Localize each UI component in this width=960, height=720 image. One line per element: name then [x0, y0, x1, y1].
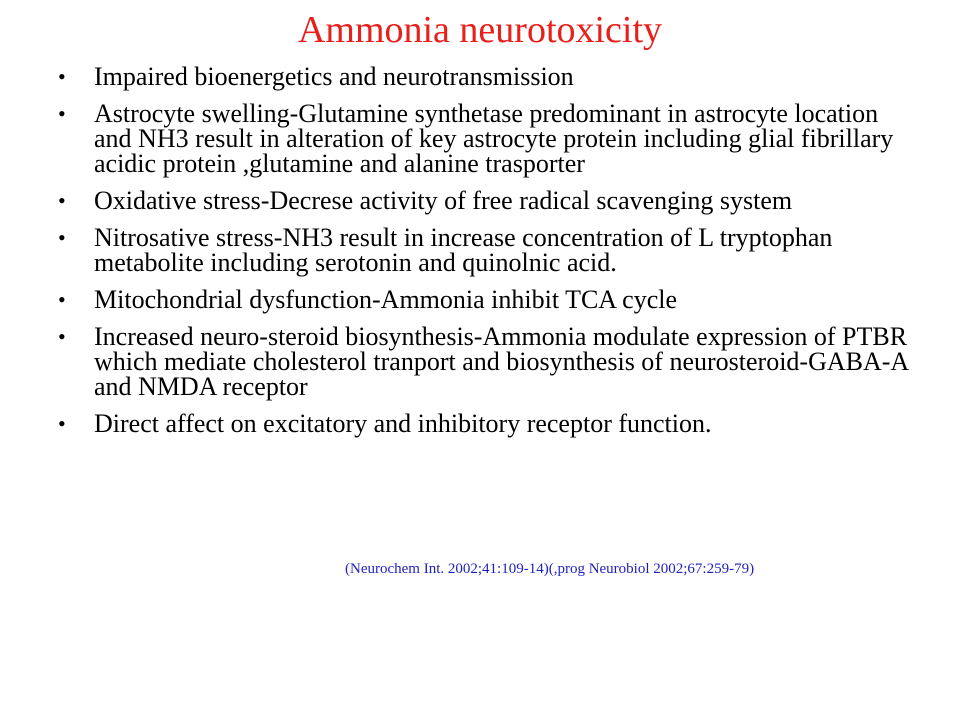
bullet-text: Nitrosative stress-NH3 result in increase concentration of L tryptophan metabolite including serotonin and quinolnic acid. — [94, 223, 833, 277]
list-item — [58, 188, 918, 213]
bullet-icon: • — [58, 324, 66, 349]
bullet-icon: • — [58, 287, 66, 312]
bullet-icon: • — [58, 225, 66, 250]
list-item — [58, 101, 918, 176]
bullet-text: Impaired bioenergetics and neurotransmission — [94, 62, 574, 91]
bullet-text: Increased neuro-steroid biosynthesis-Ammonia modulate expression of PTBR which mediate cholesterol tranport and biosynthesis of neurosteroid-GABA-A and NMDA receptor — [94, 322, 908, 401]
bullet-icon: • — [58, 411, 66, 436]
list-item — [58, 64, 918, 89]
list-item — [58, 324, 918, 399]
bullet-text: Mitochondrial dysfunction-Ammonia inhibit TCA cycle — [94, 285, 677, 314]
list-item — [58, 225, 918, 275]
bullet-list — [58, 64, 918, 448]
bullet-icon: • — [58, 101, 66, 126]
slide-title: Ammonia neurotoxicity — [297, 9, 663, 51]
bullet-icon: • — [58, 188, 66, 213]
list-item — [58, 287, 918, 312]
bullet-icon: • — [58, 64, 66, 89]
list-item — [58, 411, 918, 436]
bullet-text: Astrocyte swelling-Glutamine synthetase predominant in astrocyte location and NH3 result in alteration of key astrocyte protein including glial fibrillary acidic protein ,glutamine and alanine trasporter — [94, 99, 894, 178]
bullet-text: Oxidative stress-Decrese activity of free radical scavenging system — [94, 186, 793, 215]
citation: (Neurochem Int. 2002;41:109-14)(,prog Neurobiol 2002;67:259-79) — [345, 561, 755, 577]
bullet-text: Direct affect on excitatory and inhibitory receptor function. — [94, 409, 712, 438]
